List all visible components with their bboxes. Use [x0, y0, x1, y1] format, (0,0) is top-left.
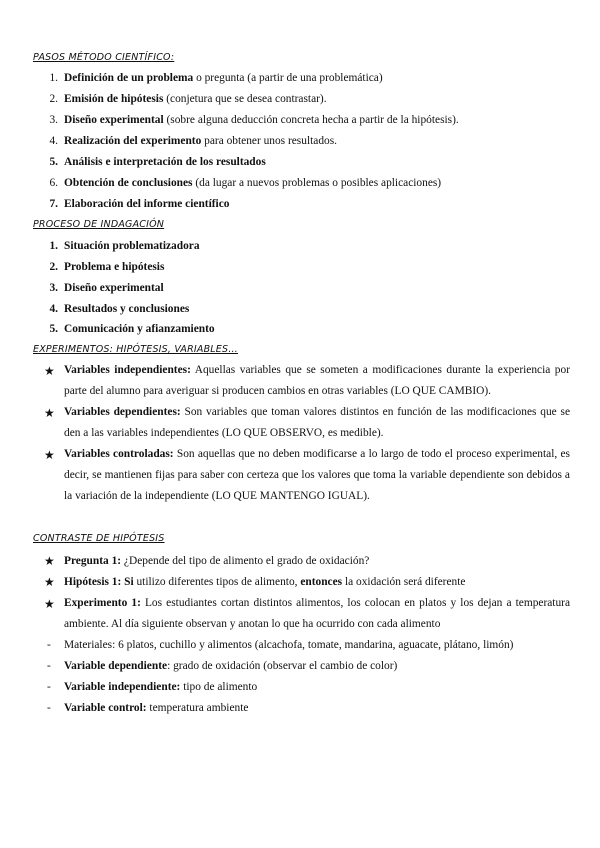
list-text: Emisión de hipótesis (conjetura que se desea contrastar).	[64, 93, 327, 105]
dash-bullet: -	[47, 681, 51, 693]
list-number: 5.	[49, 323, 58, 335]
list-text: Obtención de conclusiones (da lugar a nuevos problemas o posibles aplicaciones)	[64, 177, 442, 189]
heading-proceso-indagacion: PROCESO DE INDAGACIÓN	[33, 219, 165, 230]
list-number: 7.	[49, 198, 58, 210]
experimento-text: Experimento 1: Los estudiantes cortan distintos alimentos, los colocan en platos y los dejan a temperatura ambiente. Al día siguiente observan y anotan lo que ha ocurrido con cada alimento	[64, 597, 571, 630]
list-text: Problema e hipótesis	[64, 261, 165, 273]
list-text: Realización del experimento para obtener unos resultados.	[64, 135, 337, 147]
heading-contraste-hipotesis: CONTRASTE DE HIPÓTESIS	[33, 533, 165, 544]
materiales-text: Materiales: 6 platos, cuchillo y alimentos (alcachofa, tomate, mandarina, aguacate, plátano, limón)	[64, 639, 514, 651]
list-text: Diseño experimental	[64, 282, 164, 294]
pregunta-text: Pregunta 1: ¿Depende del tipo de alimento el grado de oxidación?	[64, 555, 370, 567]
list-text: Variables independientes: Aquellas variables que se someten a modificaciones durante la experiencia por parte del alumno para averiguar si producen cambios en otras variables (LO QUE CAMBIO).	[64, 364, 570, 397]
list-number: 3.	[49, 114, 58, 126]
star-bullet-icon: ★	[44, 406, 55, 420]
list-text: Definición de un problema o pregunta (a partir de una problemática)	[64, 72, 383, 84]
variable-control-text: Variable control: temperatura ambiente	[64, 702, 249, 714]
star-bullet-icon: ★	[44, 448, 55, 462]
heading-pasos-metodo: PASOS MÉTODO CIENTÍFICO:	[33, 52, 175, 63]
list-number: 1.	[49, 240, 58, 252]
list-number: 3.	[49, 282, 58, 294]
list-number: 6.	[49, 177, 58, 189]
variable-independiente-text: Variable independiente: tipo de alimento	[64, 681, 258, 693]
star-bullet-icon: ★	[44, 575, 55, 589]
list-number: 2.	[49, 261, 58, 273]
list-text: Resultados y conclusiones	[64, 303, 190, 315]
list-number: 4.	[49, 303, 58, 315]
star-bullet-icon: ★	[44, 364, 55, 378]
dash-bullet: -	[47, 702, 51, 714]
list-number: 4.	[49, 135, 58, 147]
list-text: Comunicación y afianzamiento	[64, 323, 215, 335]
star-bullet-icon: ★	[44, 554, 55, 568]
variable-dependiente-text: Variable dependiente: grado de oxidación (observar el cambio de color)	[64, 660, 398, 672]
list-text: Variables dependientes: Son variables que toman valores distintos en función de las modificaciones que se den a las variables independientes (LO QUE OBSERVO, es medible).	[64, 406, 570, 439]
list-text: Situación problematizadora	[64, 240, 200, 252]
list-number: 5.	[49, 156, 58, 168]
list-number: 1.	[49, 72, 58, 84]
star-bullet-icon: ★	[44, 597, 55, 611]
hipotesis-text: Hipótesis 1: Si utilizo diferentes tipos de alimento, entonces la oxidación será diferente	[64, 576, 466, 588]
list-number: 2.	[49, 93, 58, 105]
list-text: Variables controladas: Son aquellas que no deben modificarse a lo largo de todo el proceso experimental, es decir, se mantienen fijas para saber con certeza que los valores que toma la variable dependiente son debidos a la variación de la independiente (LO QUE MANTENGO IGUAL).	[64, 448, 570, 502]
list-text: Diseño experimental (sobre alguna deducción concreta hecha a partir de la hipótesis).	[64, 114, 459, 126]
dash-bullet: -	[47, 639, 51, 651]
list-text: Elaboración del informe científico	[64, 198, 230, 210]
heading-experimentos: EXPERIMENTOS: HIPÓTESIS, VARIABLES…	[33, 344, 238, 355]
dash-bullet: -	[47, 660, 51, 672]
list-text: Análisis e interpretación de los resultados	[64, 156, 266, 168]
